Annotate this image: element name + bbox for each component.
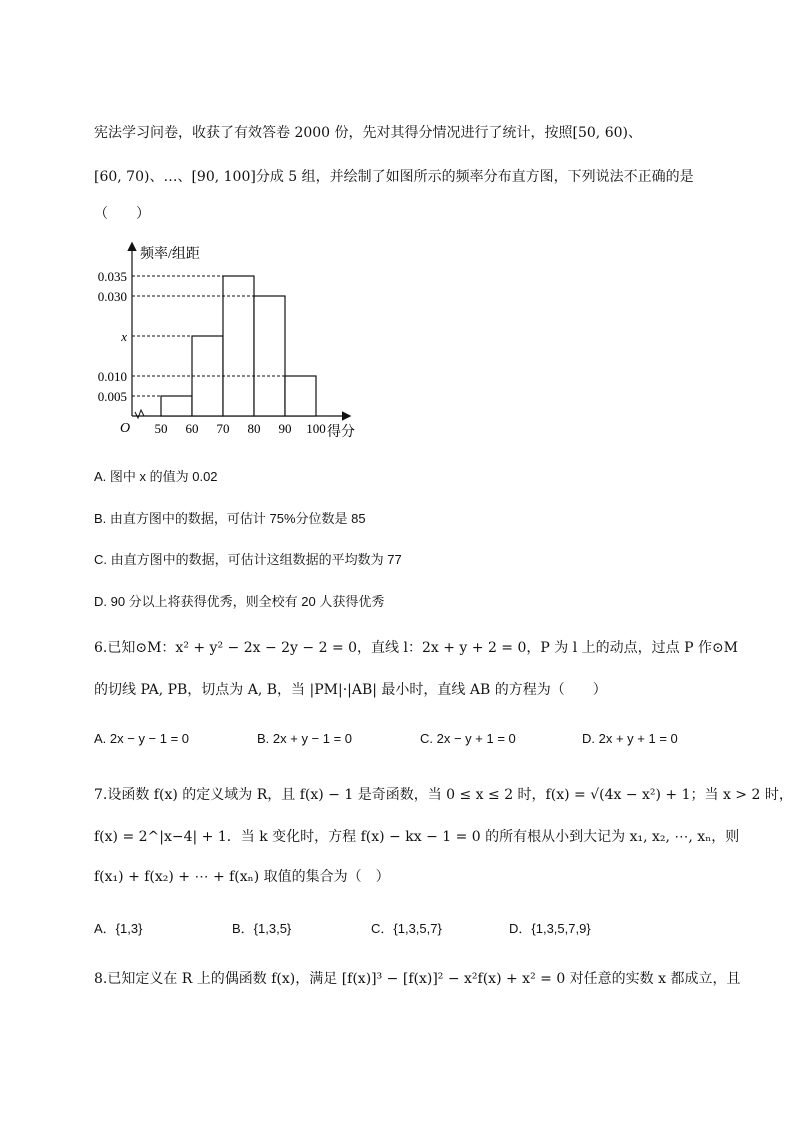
q5-option-d[interactable]: D. 90 分以上将获得优秀，则全校有 20 人获得优秀 <box>94 594 385 609</box>
x-tick-label: 60 <box>185 421 199 436</box>
y-tick-label: x <box>121 329 127 344</box>
q6-line-2: 的切线 PA, PB，切点为 A, B，当 |PM|·|AB| 最小时，直线 AB 的方程为（ ） <box>94 682 607 698</box>
q6-option-d[interactable]: D. 2x + y + 1 = 0 <box>582 731 678 746</box>
q7-option-a[interactable]: A．{1,3} <box>94 921 143 936</box>
x-tick-label: 50 <box>154 421 168 436</box>
q7-line-3: f(x₁) + f(x₂) + ⋯ + f(xₙ) 取值的集合为（ ） <box>94 869 390 885</box>
q8-line-1: 8.已知定义在 R 上的偶函数 f(x)，满足 [f(x)]³ − [f(x)]² − x²f(x) + x² = 0 对任意的实数 x 都成立，且 <box>94 971 741 987</box>
q6-option-b[interactable]: B. 2x + y − 1 = 0 <box>257 731 353 746</box>
axis-break-mark <box>135 410 144 418</box>
y-axis-label: 频率/组距 <box>140 247 200 262</box>
q7-option-d[interactable]: D．{1,3,5,7,9} <box>509 921 591 936</box>
x-tick-label: 100 <box>306 421 326 436</box>
q5-option-c[interactable]: C. 由直方图中的数据，可估计这组数据的平均数为 77 <box>94 552 402 567</box>
q5-line-2: [60, 70)、…、[90, 100]分成 5 组，并绘制了如图所示的频率分布直方图，下列说法不正确的是 <box>94 169 694 185</box>
histogram-bar <box>223 276 254 416</box>
histogram-bar <box>161 396 192 416</box>
y-tick-label: 0.005 <box>97 389 127 404</box>
q7-line-1: 7.设函数 f(x) 的定义域为 R，且 f(x) − 1 是奇函数，当 0 ≤ x ≤ 2 时，f(x) = √(4x − x²) + 1；当 x > 2 时， <box>94 787 793 803</box>
origin-label: O <box>120 421 131 436</box>
histogram-bar <box>285 376 316 416</box>
x-tick-label: 80 <box>247 421 261 436</box>
q6-option-a[interactable]: A. 2x − y − 1 = 0 <box>94 731 190 746</box>
y-tick-label: 0.030 <box>97 289 127 304</box>
x-tick-label: 70 <box>216 421 230 436</box>
q5-line-3: （ ） <box>94 206 150 222</box>
q7-line-2: f(x) = 2^|x−4| + 1．当 k 变化时，方程 f(x) − kx − 1 = 0 的所有根从小到大记为 x₁, x₂, ⋯, xₙ，则 <box>94 829 740 845</box>
y-tick-label: 0.010 <box>97 369 127 384</box>
x-axis-label: 得分 <box>327 425 355 440</box>
q5-option-a[interactable]: A. 图中 x 的值为 0.02 <box>94 469 218 484</box>
q5-option-b[interactable]: B. 由直方图中的数据，可估计 75%分位数是 85 <box>94 511 366 526</box>
q7-option-c[interactable]: C．{1,3,5,7} <box>371 921 442 936</box>
frequency-histogram <box>97 238 364 440</box>
q5-line-1: 宪法学习问卷，收获了有效答卷 2000 份，先对其得分情况进行了统计，按照[50, 60)、 <box>94 125 642 141</box>
q6-line-1: 6.已知⊙M：x² + y² − 2x − 2y − 2 = 0，直线 l：2x + y + 2 = 0，P 为 l 上的动点，过点 P 作⊙M <box>94 640 739 656</box>
histogram-bar <box>254 296 285 416</box>
y-tick-label: 0.035 <box>97 269 127 284</box>
x-tick-label: 90 <box>278 421 292 436</box>
q6-option-c[interactable]: C. 2x − y + 1 = 0 <box>420 731 516 746</box>
q7-option-b[interactable]: B．{1,3,5} <box>232 921 292 936</box>
